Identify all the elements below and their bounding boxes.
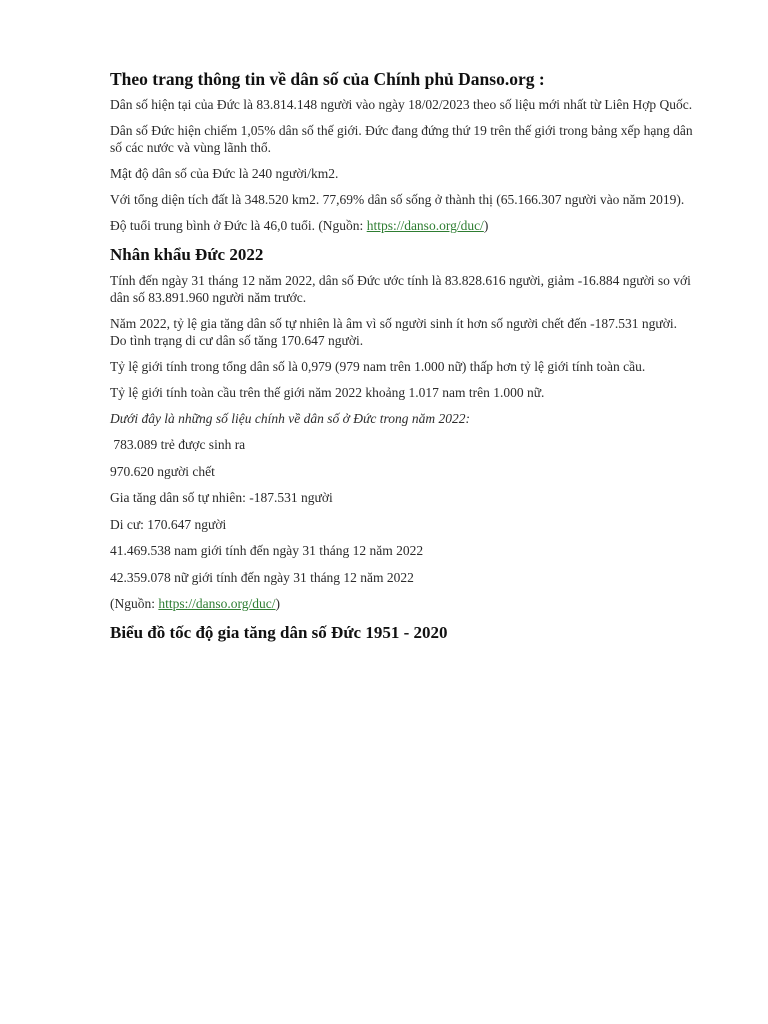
heading-growth-chart: Biểu đồ tốc độ gia tăng dân số Đức 1951 - 2020 <box>110 623 448 642</box>
paragraph-median-age <box>110 217 695 234</box>
paragraph-key-figures-intro: Dưới đây là những số liệu chính về dân số ở Đức trong năm 2022: <box>110 411 470 426</box>
stat-natural-growth: Gia tăng dân số tự nhiên: -187.531 người <box>110 490 333 505</box>
document-body <box>110 68 695 650</box>
paragraph-sex-ratio: Tỷ lệ giới tính trong tổng dân số là 0,979 (979 nam trên 1.000 nữ) thấp hơn tỷ lệ giới tính toàn cầu. <box>110 359 646 374</box>
paragraph-area: Với tổng diện tích đất là 348.520 km2. 77,69% dân số sống ở thành thị (65.166.307 người vào năm 2019). <box>110 192 685 207</box>
stat-males: 41.469.538 nam giới tính đến ngày 31 tháng 12 năm 2022 <box>110 543 424 558</box>
heading-demographics-2022: Nhân khẩu Đức 2022 <box>110 245 264 264</box>
heading-danso: Theo trang thông tin về dân số của Chính phủ Danso.org : <box>110 69 545 89</box>
stat-migration: Di cư: 170.647 người <box>110 516 227 532</box>
median-age-text: Độ tuổi trung bình ở Đức là 46,0 tuổi. (Nguồn: <box>110 218 367 233</box>
paragraph-estimate-2022: Tính đến ngày 31 tháng 12 năm 2022, dân số Đức ước tính là 83.828.616 người, giảm -16.884 người so với dân số 83.891.960 người năm trước. <box>110 273 691 305</box>
source-text: (Nguồn: <box>110 596 159 611</box>
paragraph-density: Mật độ dân số của Đức là 240 người/km2. <box>110 166 339 181</box>
paragraph-current-population: Dân số hiện tại của Đức là 83.814.148 người vào ngày 18/02/2023 theo số liệu mới nhất từ Liên Hợp Quốc. <box>110 97 693 112</box>
source-link[interactable]: https://danso.org/duc/ <box>366 218 484 233</box>
paren-close-2: ) <box>275 596 280 611</box>
paragraph-source <box>110 595 695 612</box>
stat-females: 42.359.078 nữ giới tính đến ngày 31 tháng 12 năm 2022 <box>110 569 414 585</box>
source-link-2[interactable]: https://danso.org/duc/ <box>158 596 276 611</box>
stat-deaths: 970.620 người chết <box>110 463 215 479</box>
paragraph-global-sex-ratio: Tỷ lệ giới tính toàn cầu trên thế giới năm 2022 khoảng 1.017 nam trên 1.000 nữ. <box>110 385 545 400</box>
paren-close: ) <box>483 218 489 233</box>
paragraph-natural-growth: Năm 2022, tỷ lệ gia tăng dân số tự nhiên là âm vì số người sinh ít hơn số người chết đến -187.531 người. Do tình trạng di cư dân số tăng 170.647 người. <box>110 316 678 348</box>
paragraph-world-share: Dân số Đức hiện chiếm 1,05% dân số thế giới. Đức đang đứng thứ 19 trên thế giới trong bảng xếp hạng dân số các nước và vùng lãnh thổ. <box>110 123 693 155</box>
stat-births: 783.089 trẻ được sinh ra <box>110 437 246 452</box>
